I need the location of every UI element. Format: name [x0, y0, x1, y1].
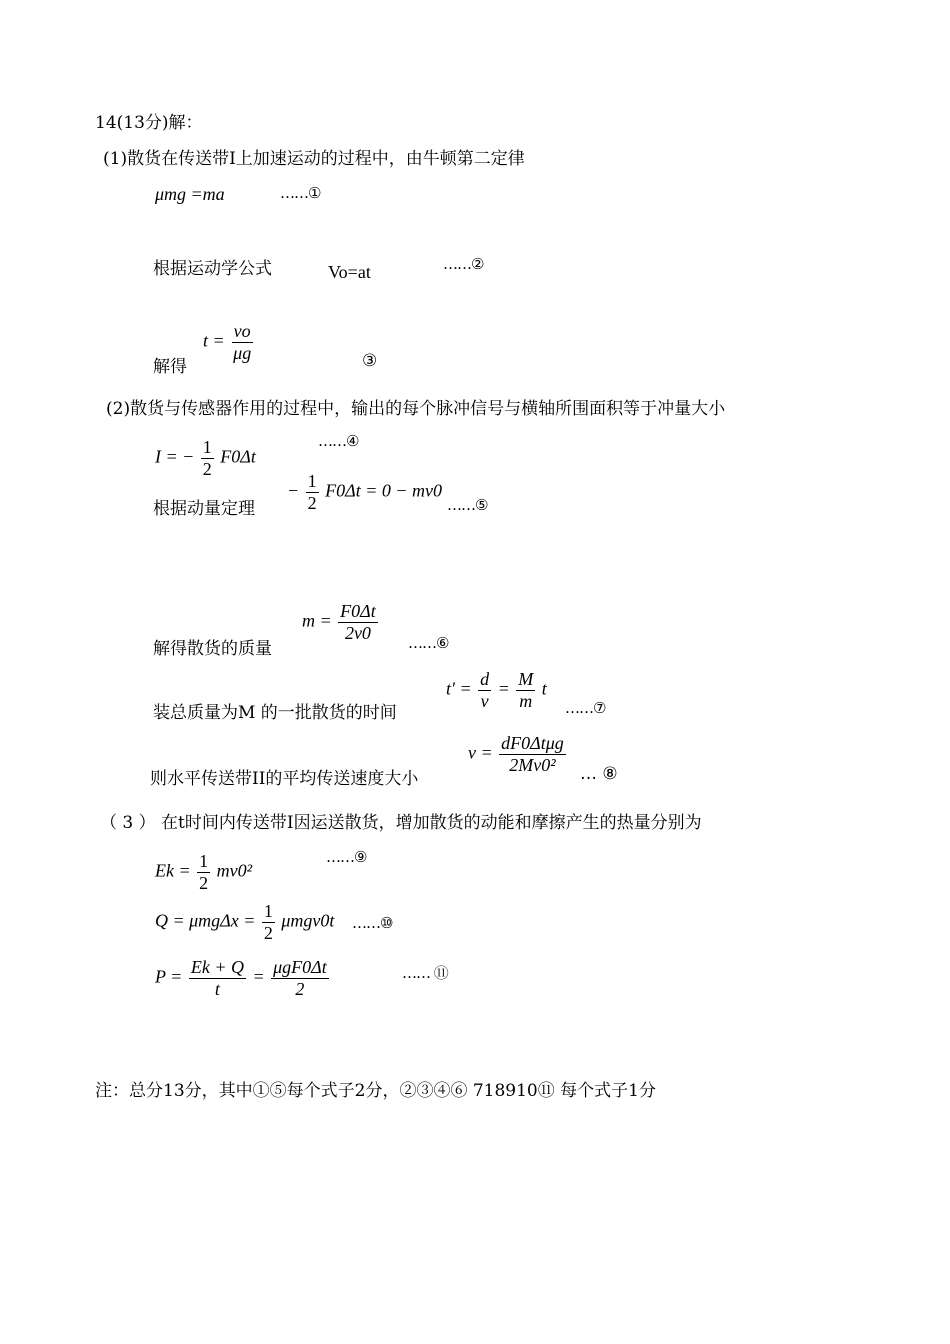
equation-11-denominator-1: t	[214, 978, 220, 999]
equation-6	[302, 602, 380, 643]
equation-9-denominator: 2	[199, 872, 209, 893]
equation-6-marker: ……⑥	[408, 634, 449, 652]
part3-intro: （ 3 ） 在t时间内传送带I因运送散货，增加散货的动能和摩擦产生的热量分别为	[100, 813, 702, 833]
equation-5-marker: ……⑤	[447, 496, 488, 514]
equation-3-marker: ③	[362, 351, 378, 371]
equation-11-equals: =	[252, 966, 265, 987]
equation-11-numerator-1: Ek + Q	[190, 957, 244, 977]
equation-11	[155, 958, 331, 999]
equation-7-numerator-1: d	[480, 669, 490, 689]
time-label: 装总质量为M 的一批散货的时间	[153, 703, 397, 723]
equation-7-denominator-1: v	[480, 690, 489, 711]
equation-7-lhs: t′ =	[446, 678, 472, 699]
equation-11-marker: …… ⑪	[402, 964, 448, 982]
kinematics-label: 根据运动学公式	[153, 259, 272, 279]
equation-10-lhs: Q = μmgΔx =	[155, 910, 256, 931]
equation-7	[446, 670, 547, 711]
equation-9	[155, 852, 252, 893]
equation-4-numerator: 1	[202, 437, 212, 457]
equation-9-lhs: Ek =	[155, 860, 191, 881]
equation-4-marker: ……④	[318, 432, 359, 450]
scoring-note: 注：总分13分，其中①⑤每个式子2分，②③④⑥ 718910⑪ 每个式子1分	[95, 1081, 656, 1101]
equation-4-lhs: I = −	[155, 446, 195, 467]
equation-4	[155, 438, 256, 479]
problem-header: 14(13分)解：	[95, 113, 203, 133]
part2-intro: (2)散货与传感器作用的过程中，输出的每个脉冲信号与横轴所围面积等于冲量大小	[106, 399, 726, 419]
equation-5-rhs: F0Δt = 0 − mv0	[325, 480, 442, 501]
equation-4-denominator: 2	[202, 458, 212, 479]
equation-6-lhs: m =	[302, 610, 332, 631]
equation-8-lhs: v =	[468, 742, 493, 763]
equation-11-lhs: P =	[155, 966, 183, 987]
equation-7-rhs: t	[541, 678, 547, 699]
part1-intro: (1)散货在传送带I上加速运动的过程中，由牛顿第二定律	[103, 149, 525, 169]
equation-5	[287, 472, 442, 513]
equation-10-marker: ……⑩	[352, 914, 393, 932]
equation-3-fraction	[231, 322, 253, 363]
equation-9-marker: ……⑨	[326, 848, 367, 866]
equation-11-fraction-1	[189, 958, 246, 999]
equation-7-fraction-1	[478, 670, 491, 711]
equation-10-numerator: 1	[263, 901, 273, 921]
equation-6-numerator: F0Δt	[340, 601, 376, 621]
equation-7-equals: =	[497, 678, 510, 699]
equation-5-lhs: −	[287, 480, 300, 501]
equation-9-numerator: 1	[199, 851, 209, 871]
equation-8	[468, 734, 568, 775]
equation-7-marker: ……⑦	[565, 699, 606, 717]
equation-7-fraction-2	[516, 670, 535, 711]
equation-9-fraction	[197, 852, 210, 893]
equation-6-denominator: 2v0	[344, 622, 371, 643]
equation-10-denominator: 2	[263, 922, 273, 943]
equation-3-numerator: vo	[233, 321, 251, 341]
equation-10-fraction	[262, 902, 275, 943]
equation-7-denominator-2: m	[519, 690, 533, 711]
speed-label: 则水平传送带II的平均传送速度大小	[150, 769, 419, 789]
equation-9-rhs: mv0²	[216, 860, 253, 881]
equation-11-denominator-2: 2	[295, 978, 305, 999]
equation-10-rhs: μmgv0t	[281, 910, 335, 931]
equation-8-denominator: 2Mv0²	[509, 754, 556, 775]
equation-2: Vo=at	[328, 262, 371, 282]
equation-11-fraction-2	[271, 958, 329, 999]
mass-label: 解得散货的质量	[153, 639, 272, 659]
equation-3-denominator: μg	[233, 342, 252, 363]
equation-2-marker: ……②	[443, 255, 484, 273]
equation-6-fraction	[338, 602, 378, 643]
equation-5-numerator: 1	[307, 471, 317, 491]
equation-11-numerator-2: μgF0Δt	[273, 957, 327, 977]
solve-label: 解得	[153, 357, 187, 377]
equation-5-denominator: 2	[307, 492, 317, 513]
equation-5-fraction	[306, 472, 319, 513]
equation-1: μmg =ma	[155, 184, 225, 204]
equation-4-rhs: F0Δt	[220, 446, 256, 467]
equation-4-fraction	[201, 438, 214, 479]
equation-3-lhs: t =	[203, 330, 225, 351]
equation-7-numerator-2: M	[518, 669, 534, 689]
equation-1-marker: ……①	[280, 184, 321, 202]
momentum-label: 根据动量定理	[153, 499, 255, 519]
equation-8-marker: … ⑧	[580, 764, 618, 784]
equation-8-numerator: dF0Δtμg	[501, 733, 564, 753]
equation-3	[203, 322, 255, 363]
equation-10	[155, 902, 334, 943]
equation-8-fraction	[499, 734, 566, 775]
